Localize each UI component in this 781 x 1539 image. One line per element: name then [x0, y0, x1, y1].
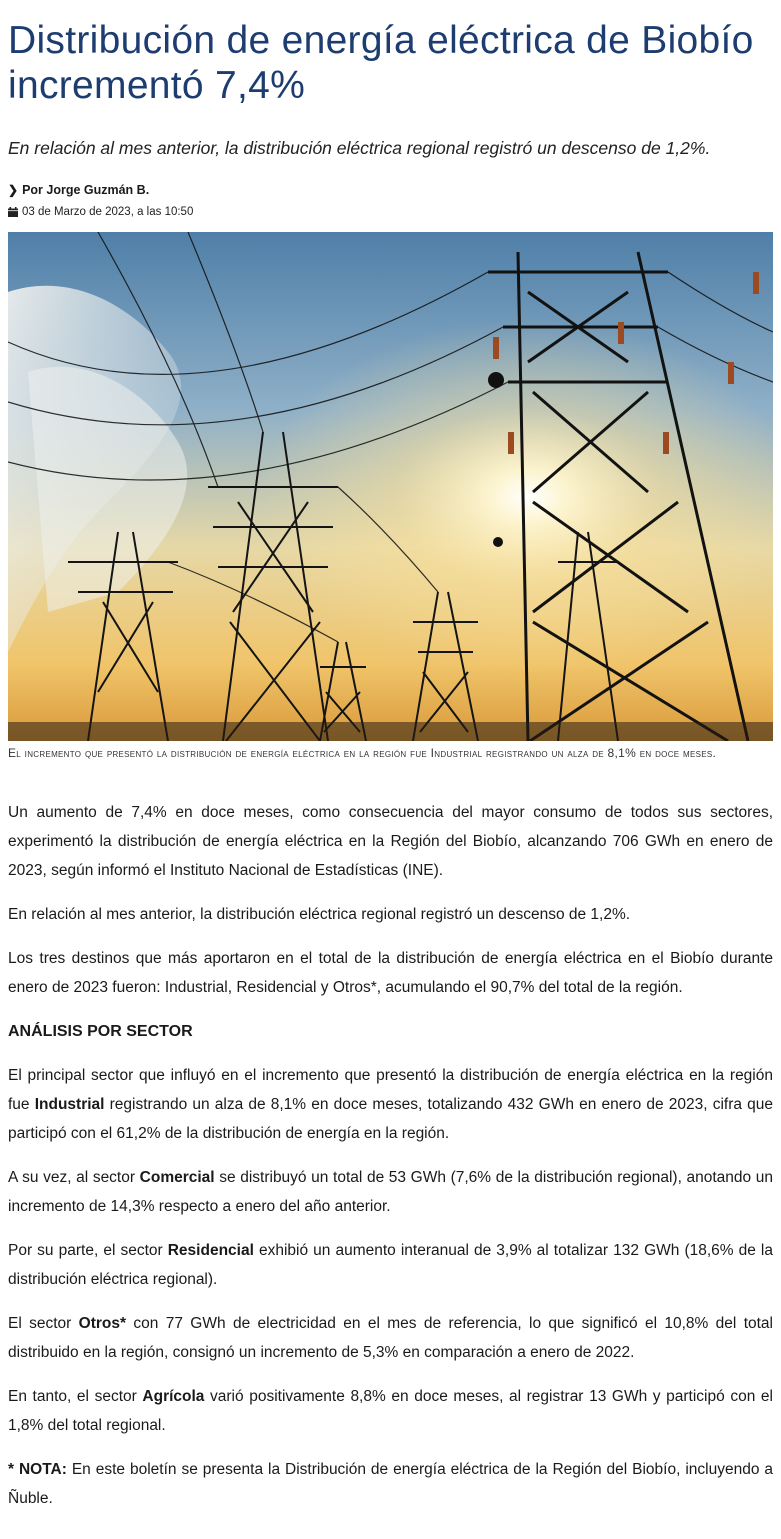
article-title: Distribución de energía eléctrica de Biobío incrementó 7,4%	[8, 19, 754, 107]
paragraph: En relación al mes anterior, la distribución eléctrica regional registró un descenso de 1,2%.	[8, 906, 631, 923]
note: * NOTA: En este boletín se presenta la Distribución de energía eléctrica de la Región del Biobío, incluyendo a Ñuble.	[8, 1461, 773, 1507]
paragraph-comercial: A su vez, al sector Comercial se distribuyó un total de 53 GWh (7,6% de la distribución regional), anotando un incremento de 14,3% respecto a enero del año anterior.	[8, 1169, 773, 1215]
chevron-right-icon: ❯	[8, 183, 19, 197]
author-name: Por Jorge Guzmán B.	[22, 183, 150, 197]
paragraph-otros: El sector Otros* con 77 GWh de electricidad en el mes de referencia, lo que significó el 10,8% del total distribuido en la región, consignó un incremento de 5,3% en comparación a enero de 2022.	[8, 1315, 773, 1361]
calendar-icon	[8, 207, 18, 217]
paragraph-industrial: El principal sector que influyó en el incremento que presentó la distribución de energía eléctrica en la región fue Industrial registrando un alza de 8,1% en doce meses, totalizando 432 GWh en enero de 2023, cifra que participó con el 61,2% de la distribución de energía en la región.	[8, 1067, 773, 1142]
article-lead: En relación al mes anterior, la distribución eléctrica regional registró un descenso de 1,2%.	[8, 138, 711, 158]
publish-date: 03 de Marzo de 2023, a las 10:50	[22, 206, 194, 218]
paragraph-agricola: En tanto, el sector Agrícola varió positivamente 8,8% en doce meses, al registrar 13 GWh y participó con el 1,8% del total regional.	[8, 1388, 773, 1434]
photo-caption: El incremento que presentó la distribución de energía eléctrica en la región fue Industrial registrando un alza de 8,1% en doce meses.	[8, 746, 717, 760]
article-photo	[8, 232, 773, 741]
author-line[interactable]	[8, 181, 149, 199]
section-heading: ANÁLISIS POR SECTOR	[8, 1023, 193, 1040]
article-body	[8, 798, 773, 1528]
date-line	[8, 203, 193, 221]
paragraph: Los tres destinos que más aportaron en el total de la distribución de energía eléctrica en el Biobío durante enero de 2023 fueron: Industrial, Residencial y Otros*, acumulando el 90,7% del total de la región.	[8, 950, 773, 996]
paragraph: Un aumento de 7,4% en doce meses, como consecuencia del mayor consumo de todos sus sectores, experimentó la distribución de energía eléctrica en la Región del Biobío, alcanzando 706 GWh en enero de 2023, según informó el Instituto Nacional de Estadísticas (INE).	[8, 804, 773, 879]
paragraph-residencial: Por su parte, el sector Residencial exhibió un aumento interanual de 3,9% al totalizar 132 GWh (18,6% de la distribución eléctrica regional).	[8, 1242, 773, 1288]
